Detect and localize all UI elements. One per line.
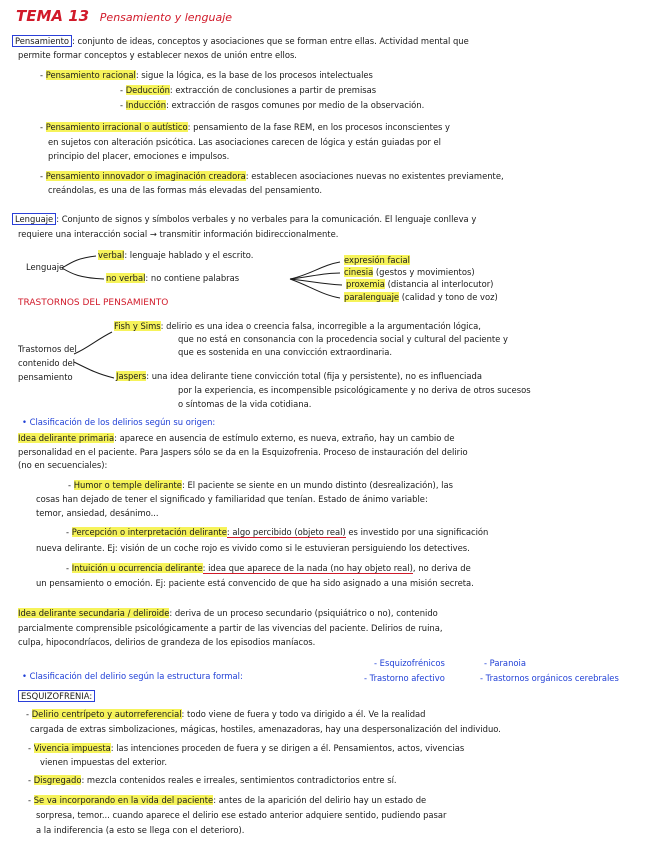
fish-line2: que no está en consonancia con la procedencia social y cultural del paciente y [178, 334, 508, 344]
irracional-line2: en sujetos con alteración psicótica. Las asociaciones carecen de lógica y están guiadas por el [48, 137, 441, 147]
intuicion-line1: - Intuición u ocurrencia delirante: idea que aparece de la nada (no hay objeto real), no deriva de [66, 563, 471, 573]
primaria-line3: (no en secuenciales): [18, 460, 108, 470]
secundaria-line1: Idea delirante secundaria / deliroide: deriva de un proceso secundario (psiquiátrico o no), contenido [18, 608, 438, 618]
autoref-line1: - Delirio centrípeto y autorreferencial: todo viene de fuera y todo va dirigido a él. Ve la realidad [26, 709, 426, 719]
arrow-lenguaje-verbal [62, 256, 96, 268]
nv-item-paralenguaje: paralenguaje (calidad y tono de voz) [344, 292, 498, 302]
page-title: TEMA 13 [16, 7, 90, 25]
racional-term: Pensamiento racional [45, 70, 136, 80]
noverbal-term: no verbal [106, 273, 146, 283]
estructura-item-afectivo: - Trastorno afectivo [364, 673, 445, 683]
trastornos-label-3: pensamiento [18, 372, 73, 382]
irracional-term: Pensamiento irracional o autístico [45, 122, 188, 132]
irracional-line1: - Pensamiento irracional o autístico: pensamiento de la fase REM, en los procesos inconscientes y [40, 122, 450, 132]
humor-line1: - Humor o temple delirante: El paciente se siente en un mundo distinto (desrealización), las [68, 480, 453, 490]
noverbal-line: no verbal: no contiene palabras [106, 273, 240, 283]
incorpora-line3: a la indiferencia (a esto se llega con el deterioro). [36, 825, 245, 835]
percepcion-line1: - Percepción o interpretación delirante: algo percibido (objeto real) es investido por una significación [66, 527, 489, 537]
racional-line: - Pensamiento racional: sigue la lógica, es la base de los procesos intelectuales [40, 70, 373, 80]
jaspers-term: Jaspers [116, 371, 147, 381]
disgregado-term: Disgregado [33, 775, 82, 785]
nv-item-expresion: expresión facial [344, 255, 410, 265]
secundaria-line3: culpa, hipocondríacos, delirios de grandeza de los episodios maníacos. [18, 637, 316, 647]
innovador-line2: creándolas, es una de las formas más elevadas del pensamiento. [48, 185, 323, 195]
innovador-line1: - Pensamiento innovador o imaginación creadora: establecen asociaciones nuevas no existentes previamente, [40, 171, 504, 181]
intuicion-term: Intuición u ocurrencia delirante [71, 563, 203, 573]
header [16, 8, 232, 26]
nv-item-proxemia: proxemia (distancia al interlocutor) [346, 279, 494, 289]
trastornos-label-1: Trastornos del [18, 344, 77, 354]
fish-term: Fish y Sims [114, 321, 161, 331]
innovador-term: Pensamiento innovador o imaginación creadora [45, 171, 246, 181]
intuicion-object: : idea que aparece de la nada (no hay objeto real) [202, 563, 413, 573]
induccion-line: - Inducción: extracción de rasgos comunes por medio de la observación. [120, 100, 425, 110]
primaria-term: Idea delirante primaria [18, 433, 115, 443]
percepcion-term: Percepción o interpretación delirante [71, 527, 227, 537]
clasif-origen-heading: • Clasificación de los delirios según su origen: [22, 417, 216, 427]
lenguaje-term: Lenguaje [12, 213, 56, 225]
estructura-item-paranoia: - Paranoia [484, 658, 526, 668]
impuesta-line1: - Vivencia impuesta: las intenciones proceden de fuera y se dirigen a él. Pensamientos, actos, vivencias [28, 743, 465, 753]
nv-item-cinesia: cinesia (gestos y movimientos) [344, 267, 475, 277]
jaspers-line3: o síntomas de la vida cotidiana. [178, 399, 312, 409]
pensamiento-def-line2: permite formar conceptos y establecer nexos de unión entre ellos. [18, 50, 297, 60]
fish-line1: Fish y Sims: delirio es una idea o creencia falsa, incorregible a la argumentación lógica, [114, 321, 481, 331]
clasif-estructura-heading: • Clasificación del delirio según la estructura formal: [22, 671, 243, 681]
incorpora-line2: sorpresa, temor... cuando aparece el delirio ese estado anterior adquiere sentido, pudiendo pasar [36, 810, 447, 820]
fish-line3: que es sostenida en una convicción extraordinaria. [178, 347, 393, 357]
percepcion-line2: nueva delirante. Ej: visión de un coche rojo es vivido como si le estuvieran persiguiendo los detectives. [36, 543, 470, 553]
irracional-line3: principio del placer, emociones e impulsos. [48, 151, 230, 161]
disgregado-line: - Disgregado: mezcla contenidos reales e irreales, sentimientos contradictorios entre sí. [28, 775, 397, 785]
lenguaje-def-line2: requiere una interacción social → transmitir información bidireccionalmente. [18, 229, 339, 239]
humor-term: Humor o temple delirante [73, 480, 182, 490]
arrow-trastornos-fish [74, 332, 112, 354]
arrow-nv-expresion [290, 262, 340, 279]
deduccion-line: - Deducción: extracción de conclusiones a partir de premisas [120, 85, 377, 95]
impuesta-line2: vienen impuestas del exterior. [40, 757, 168, 767]
secundaria-line2: parcialmente comprensible psicológicamente a partir de las vivencias del paciente. Delirios de ruina, [18, 623, 443, 633]
estructura-item-esquizo: - Esquizofrénicos [374, 658, 445, 668]
arrow-lenguaje-noverbal [62, 268, 104, 279]
primaria-line1: Idea delirante primaria: aparece en ausencia de estímulo externo, es nueva, extraño, hay un cambio de [18, 433, 455, 443]
jaspers-line1: Jaspers: una idea delirante tiene convicción total (fija y persistente), no es influenciada [116, 371, 482, 381]
autoref-term: Delirio centrípeto y autorreferencial [31, 709, 182, 719]
induccion-term: Inducción [125, 100, 167, 110]
secundaria-term: Idea delirante secundaria / deliroide [18, 608, 170, 618]
estructura-item-organicos: - Trastornos orgánicos cerebrales [480, 673, 619, 683]
incorpora-line1: - Se va incorporando en la vida del paciente: antes de la aparición del delirio hay un estado de [28, 795, 427, 805]
verbal-line: verbal: lenguaje hablado y el escrito. [98, 250, 254, 260]
verbal-term: verbal [98, 250, 125, 260]
lenguaje-diagram-label: Lenguaje [26, 262, 65, 272]
percepcion-object: : algo percibido (objeto real) [226, 527, 346, 537]
incorpora-term: Se va incorporando en la vida del paciente [33, 795, 214, 805]
primaria-line2: personalidad en el paciente. Para Jaspers sólo se da en la Esquizofrenia. Proceso de instauración del delirio [18, 447, 468, 457]
pensamiento-term: Pensamiento [12, 35, 72, 47]
lenguaje-def-line1: Lenguaje : Conjunto de signos y símbolos verbales y no verbales para la comunicación. El lenguaje conlleva y [12, 215, 476, 225]
trastornos-label-2: contenido del [18, 358, 76, 368]
autoref-line2: cargada de extras simbolizaciones, mágicas, hostiles, amenazadoras, hay una despersonalización del individuo. [30, 724, 501, 734]
intuicion-line2: un pensamiento o emoción. Ej: paciente está convencido de que ha sido asignado a una misión secreta. [36, 578, 474, 588]
deduccion-term: Deducción [125, 85, 170, 95]
esquizofrenia-heading: ESQUIZOFRENIA: [18, 692, 95, 702]
trastornos-heading: TRASTORNOS DEL PENSAMIENTO [18, 298, 169, 308]
humor-line2: cosas han dejado de tener el significado y familiaridad que tenían. Estado de ánimo variable: [36, 494, 428, 504]
arrow-trastornos-jaspers [74, 362, 114, 378]
page-subtitle: Pensamiento y lenguaje [99, 11, 233, 24]
impuesta-term: Vivencia impuesta [33, 743, 111, 753]
pensamiento-def-line1: Pensamiento : conjunto de ideas, conceptos y asociaciones que se forman entre ellas. Actividad mental que [12, 37, 469, 47]
humor-line3: temor, ansiedad, desánimo... [36, 508, 159, 518]
jaspers-line2: por la experiencia, es incompensible psicológicamente y no deriva de otros sucesos [178, 385, 531, 395]
